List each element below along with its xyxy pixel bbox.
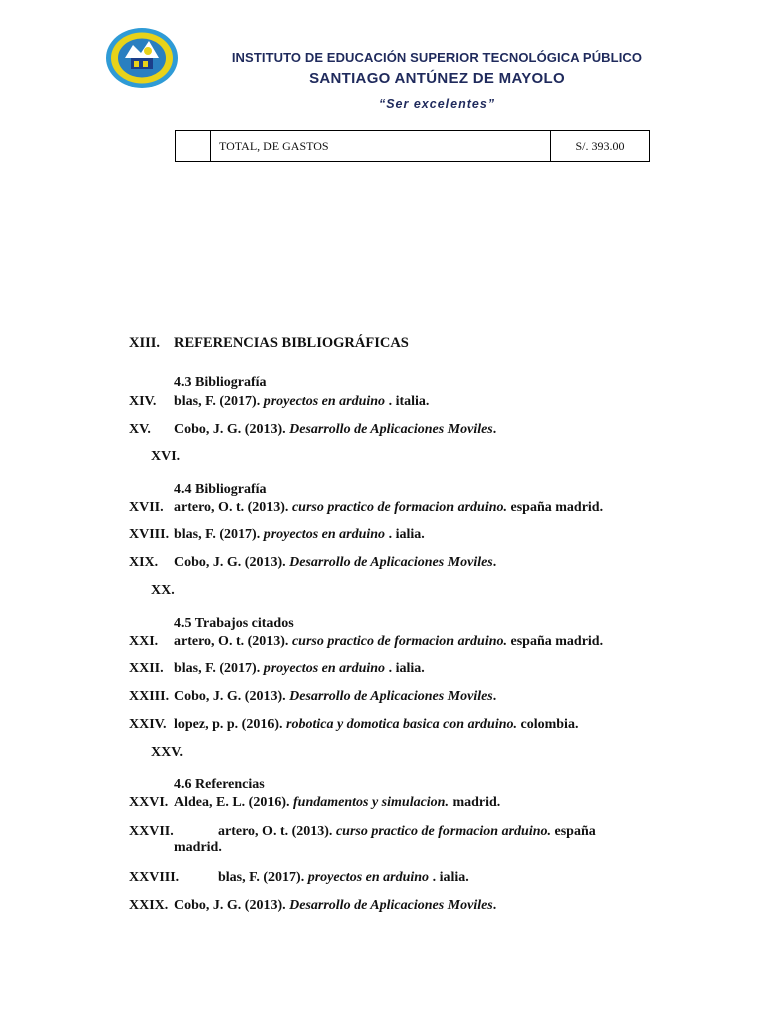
empty-list-item: XX. [151,583,175,598]
item-rest: . [492,422,497,437]
item-author: lopez, p. p. (2016). [174,717,283,732]
item-number: XXIV. [129,717,167,732]
list-item [129,634,603,650]
list-item [129,717,578,733]
list-item [129,500,603,516]
item-author: Cobo, J. G. (2013). [174,898,286,913]
institute-subtitle: SANTIAGO ANTÚNEZ DE MAYOLO [309,70,565,87]
item-author: Aldea, E. L. (2016). [174,795,290,810]
item-title: proyectos en arduino [263,394,386,409]
expenses-table [175,130,650,162]
section-heading [129,335,409,352]
group-heading: 4.5 Trabajos citados [174,616,294,631]
item-number: XIX. [129,555,159,570]
item-title: proyectos en arduino [263,527,386,542]
item-rest: madrid. [452,795,501,810]
item-title: curso practico de formacion arduino. [291,500,508,515]
item-number: XXVII. [129,824,174,839]
item-title: proyectos en arduino [307,870,430,885]
list-item [129,795,500,811]
item-author: blas, F. (2017). [218,870,305,885]
item-author: blas, F. (2017). [174,527,261,542]
item-author: Cobo, J. G. (2013). [174,689,286,704]
list-item [129,555,496,571]
group-heading: 4.3 Bibliografía [174,375,267,390]
empty-list-item: XVI. [151,449,181,464]
table-cell-amount: S/. 393.00 [551,131,650,162]
item-author: artero, O. t. (2013). [174,500,289,515]
table-cell-label: TOTAL, DE GASTOS [211,131,551,162]
item-author: blas, F. (2017). [174,661,261,676]
item-rest: colombia. [520,717,579,732]
institute-motto: “Ser excelentes” [378,97,496,111]
group-heading: 4.6 Referencias [174,777,265,792]
item-rest: . ialia. [432,870,469,885]
list-item [129,870,649,886]
table-row [176,131,650,162]
list-item [129,394,429,410]
item-author: Cobo, J. G. (2013). [174,422,286,437]
item-title: fundamentos y simulacion. [293,795,449,810]
item-rest: . ialia. [388,661,425,676]
item-title: Desarrollo de Aplicaciones Moviles [289,689,493,704]
item-rest: españa madrid. [510,634,604,649]
section-number: XIII. [129,335,161,351]
item-title: Desarrollo de Aplicaciones Moviles [289,422,493,437]
item-number: XXIII. [129,689,170,704]
item-rest: . [492,689,497,704]
item-author: artero, O. t. (2013). [174,634,289,649]
item-rest: . ialia. [388,527,425,542]
item-number: XXVIII. [129,870,180,885]
item-title: proyectos en arduino [263,661,386,676]
item-rest: . italia. [388,394,430,409]
item-title: robotica y domotica basica con arduino. [286,717,517,732]
item-rest: . [492,898,497,913]
item-number: XXII. [129,661,164,676]
item-title: curso practico de formacion arduino. [291,634,508,649]
list-item [129,824,649,856]
item-number: XXIX. [129,898,169,913]
section-title: REFERENCIAS BIBLIOGRÁFICAS [174,335,409,351]
empty-list-item: XXV. [151,745,184,760]
item-number: XXI. [129,634,159,649]
item-author: blas, F. (2017). [174,394,261,409]
item-number: XVII. [129,500,164,515]
item-title: curso practico de formacion arduino. [335,824,552,839]
item-number: XIV. [129,394,157,409]
item-rest: españa [554,824,596,839]
list-item [129,898,496,914]
item-rest: españa madrid. [510,500,604,515]
item-continuation: madrid. [174,840,222,855]
item-number: XVIII. [129,527,170,542]
item-rest: . [492,555,497,570]
list-item [129,527,425,543]
institute-name: INSTITUTO DE EDUCACIÓN SUPERIOR TECNOLÓGICA PÚBLICO [231,50,643,65]
group-heading: 4.4 Bibliografía [174,482,267,497]
table-cell-index [176,131,211,162]
item-author: artero, O. t. (2013). [218,824,333,839]
institute-seal-icon [105,27,179,89]
item-number: XXVI. [129,795,169,810]
item-number: XV. [129,422,151,437]
list-item [129,422,496,438]
list-item [129,689,496,705]
item-title: Desarrollo de Aplicaciones Moviles [289,555,493,570]
item-author: Cobo, J. G. (2013). [174,555,286,570]
list-item [129,661,425,677]
item-title: Desarrollo de Aplicaciones Moviles [289,898,493,913]
